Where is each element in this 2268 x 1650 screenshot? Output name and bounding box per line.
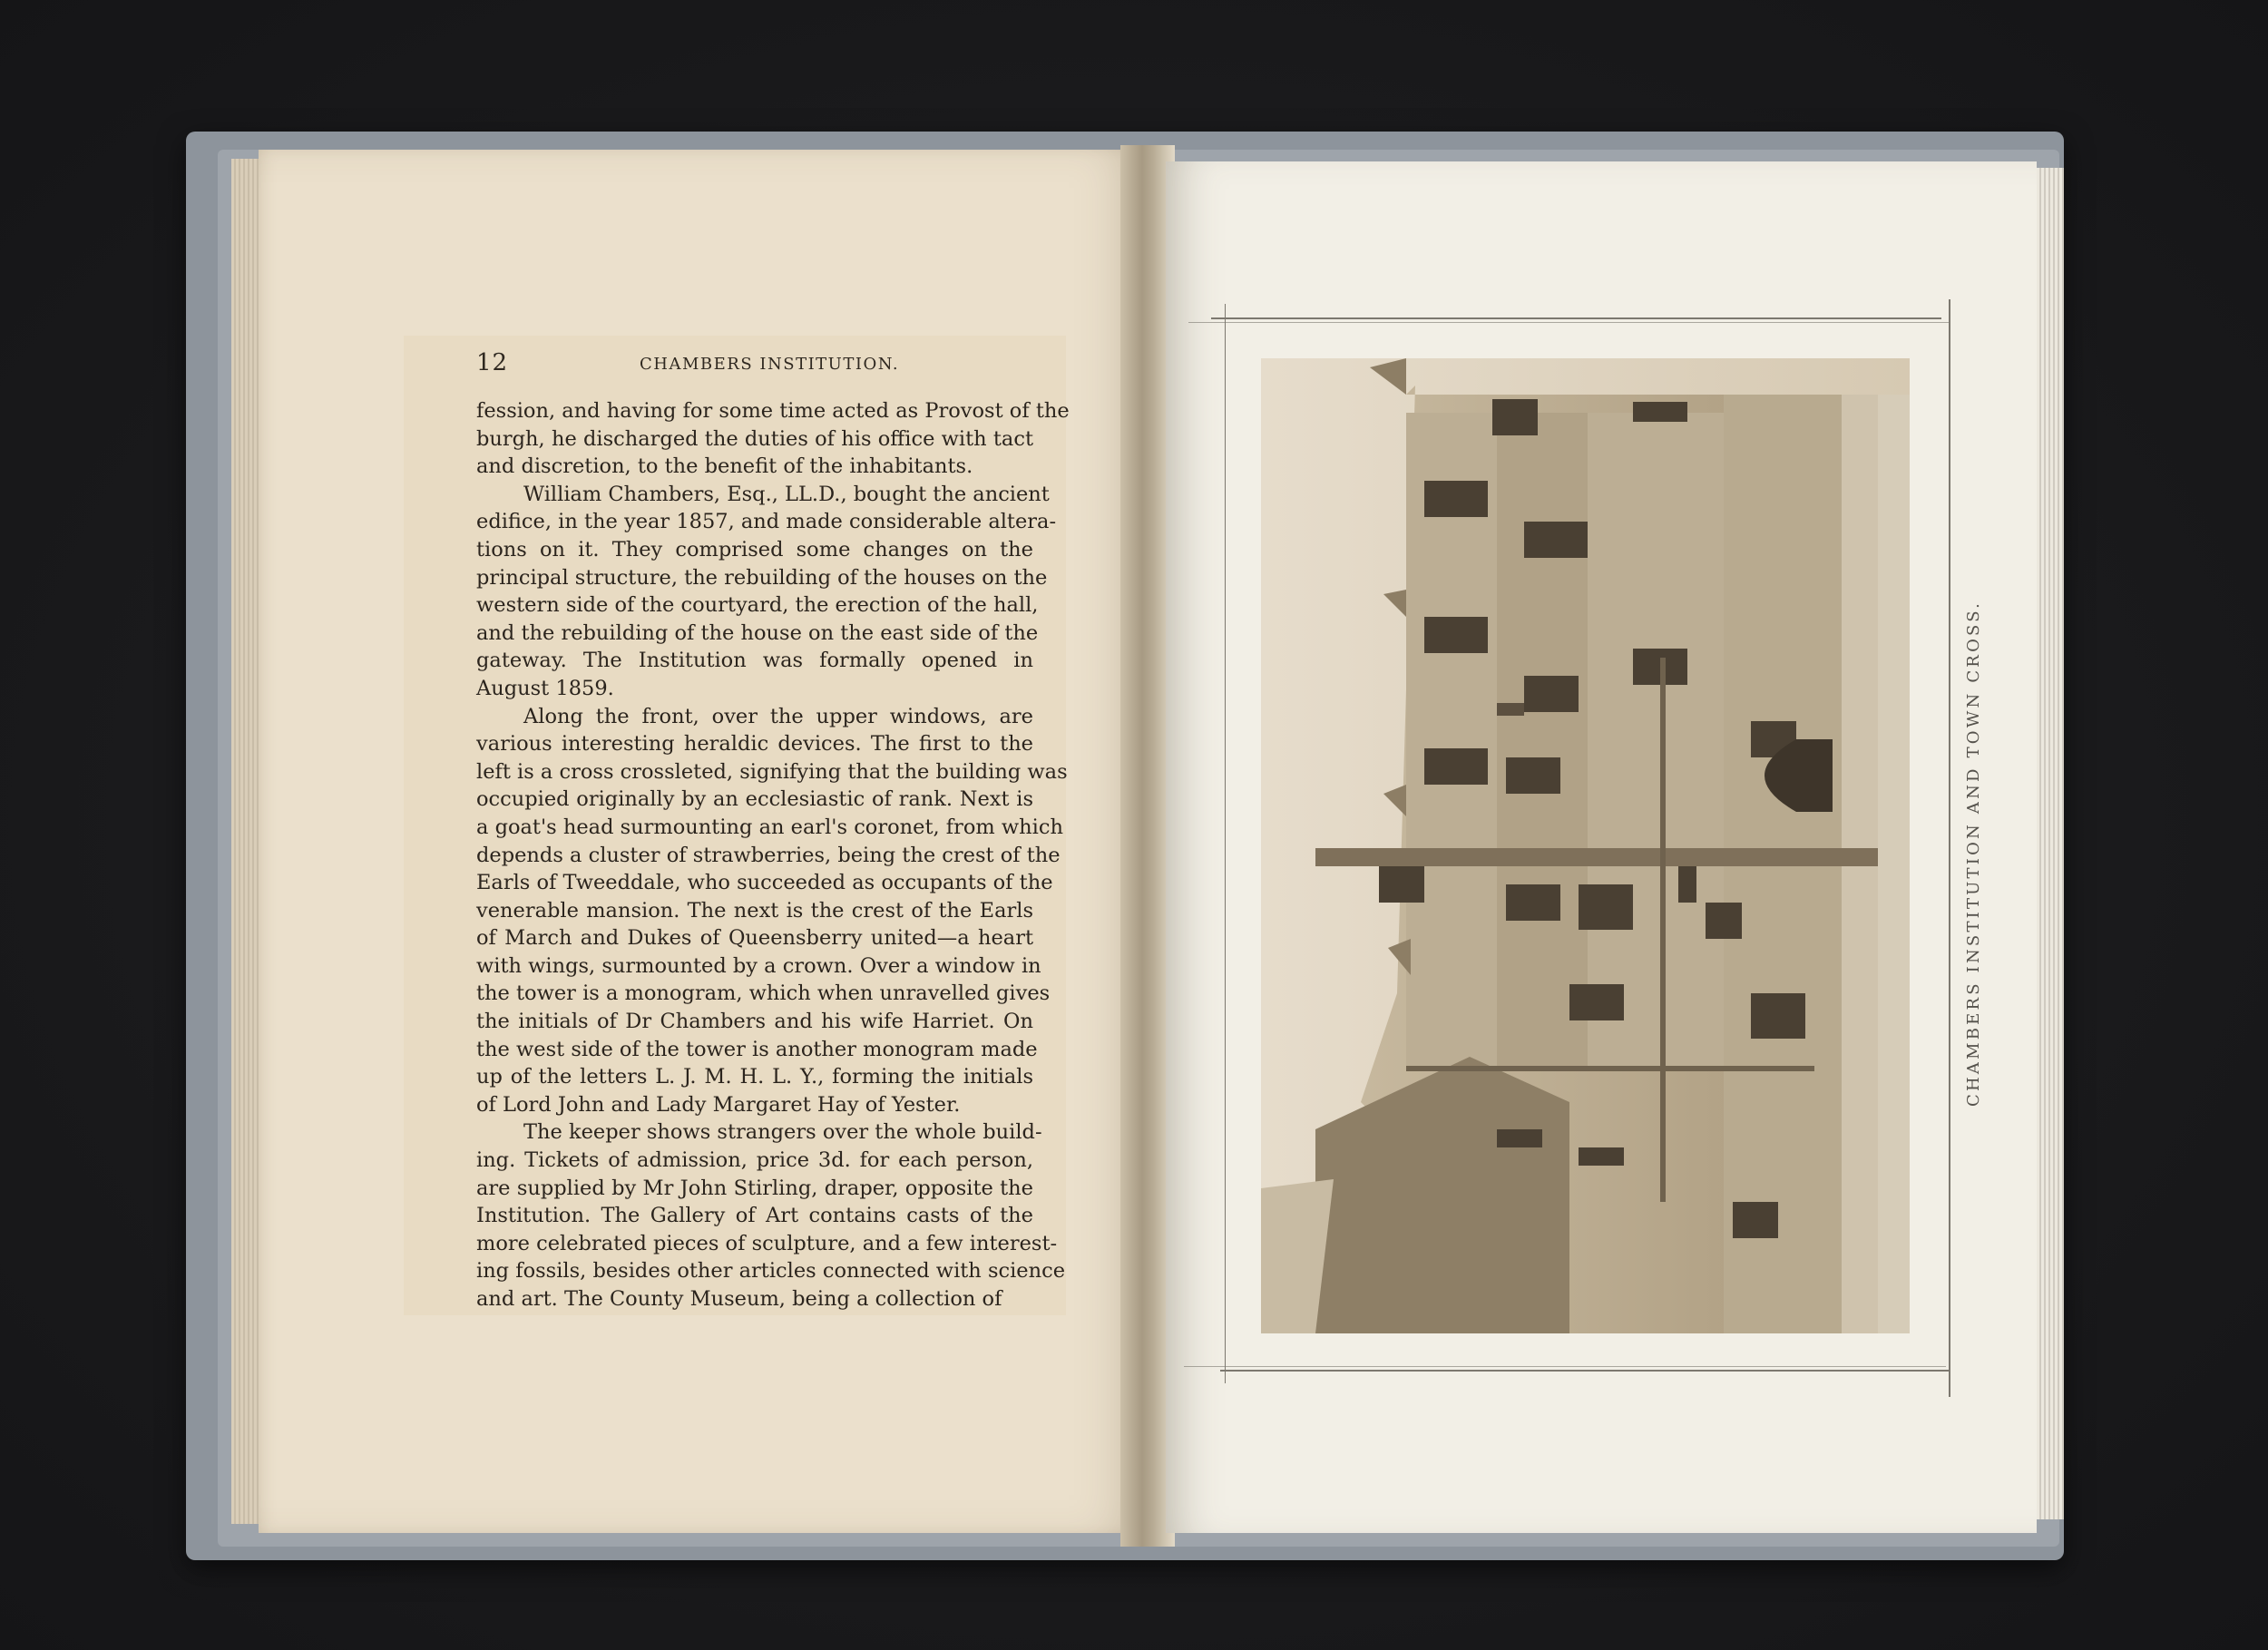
photograph-illustration [1261, 358, 1910, 1333]
text-line: with wings, surmounted by a crown. Over a window in [476, 953, 1041, 978]
text-line: and discretion, to the benefit of the inhabitants. [476, 454, 973, 479]
text-line: Earls of Tweeddale, who succeeded as occupants of the [476, 871, 1053, 895]
text-line: the tower is a monogram, which when unravelled gives [476, 981, 1051, 1006]
text-line: up of the letters L. J. M. H. L. Y., forming the initials [476, 1065, 1033, 1089]
text-line: Institution. The Gallery of Art contains casts of the [476, 1204, 1033, 1228]
text-line: western side of the courtyard, the erection of the hall, [476, 593, 1039, 618]
text-line: The keeper shows strangers over the whole build- [523, 1120, 1042, 1145]
running-title: CHAMBERS INSTITUTION. [640, 355, 900, 374]
photo-caption: CHAMBERS INSTITUTION AND TOWN CROSS. [1964, 600, 1983, 1107]
text-line: venerable mansion. The next is the crest of the Earls [476, 898, 1033, 923]
running-head [476, 349, 1039, 386]
text-line: and the rebuilding of the house on the east side of the [476, 620, 1039, 645]
text-line: Along the front, over the upper windows, are [523, 704, 1033, 728]
text-line: the west side of the tower is another monogram made [476, 1037, 1038, 1061]
text-line: various interesting heraldic devices. The first to the [476, 732, 1033, 757]
right-page-edges [2032, 168, 2064, 1519]
text-line: William Chambers, Esq., LL.D., bought the ancient [523, 482, 1050, 506]
text-line: of Lord John and Lady Margaret Hay of Yester. [476, 1092, 961, 1117]
text-line: a goat's head surmounting an earl's coronet, from which [476, 815, 1063, 839]
photograph-chambers-institution [1261, 358, 1910, 1333]
text-line: are supplied by Mr John Stirling, draper, opposite the [476, 1176, 1033, 1200]
text-line: fession, and having for some time acted as Provost of the [476, 399, 1070, 423]
text-line: ing. Tickets of admission, price 3d. for each person, [476, 1148, 1033, 1173]
frame-rule-left [1225, 304, 1226, 1383]
text-line: of March and Dukes of Queensberry united—a heart [476, 926, 1033, 951]
text-line: more celebrated pieces of sculpture, and a few interest- [476, 1231, 1058, 1255]
text-line: burgh, he discharged the duties of his office with tact [476, 426, 1033, 451]
frame-rule-bottom [1220, 1370, 1950, 1372]
text-line: left is a cross crossleted, signifying that the building was [476, 759, 1068, 784]
frame-rule-bottom-outer [1184, 1366, 1946, 1367]
text-line: occupied originally by an ecclesiastic of rank. Next is [476, 787, 1033, 812]
text-line: the initials of Dr Chambers and his wife Harriet. On [476, 1010, 1033, 1034]
frame-rule-right [1949, 299, 1950, 1397]
text-line: August 1859. [476, 676, 614, 700]
text-line: gateway. The Institution was formally opened in [476, 649, 1033, 673]
text-line: tions on it. They comprised some changes on the [476, 537, 1033, 561]
page-number: 12 [476, 349, 509, 376]
text-line: edifice, in the year 1857, and made considerable altera- [476, 510, 1057, 534]
text-line: and art. The County Museum, being a collection of [476, 1287, 1002, 1311]
text-line: principal structure, the rebuilding of the houses on the [476, 565, 1048, 590]
frame-rule-top-outer [1188, 322, 1950, 323]
text-line: depends a cluster of strawberries, being the crest of the [476, 843, 1061, 867]
body-text [476, 397, 1070, 1313]
text-line: ing fossils, besides other articles connected with science [476, 1259, 1066, 1284]
frame-rule-top [1211, 317, 1941, 319]
